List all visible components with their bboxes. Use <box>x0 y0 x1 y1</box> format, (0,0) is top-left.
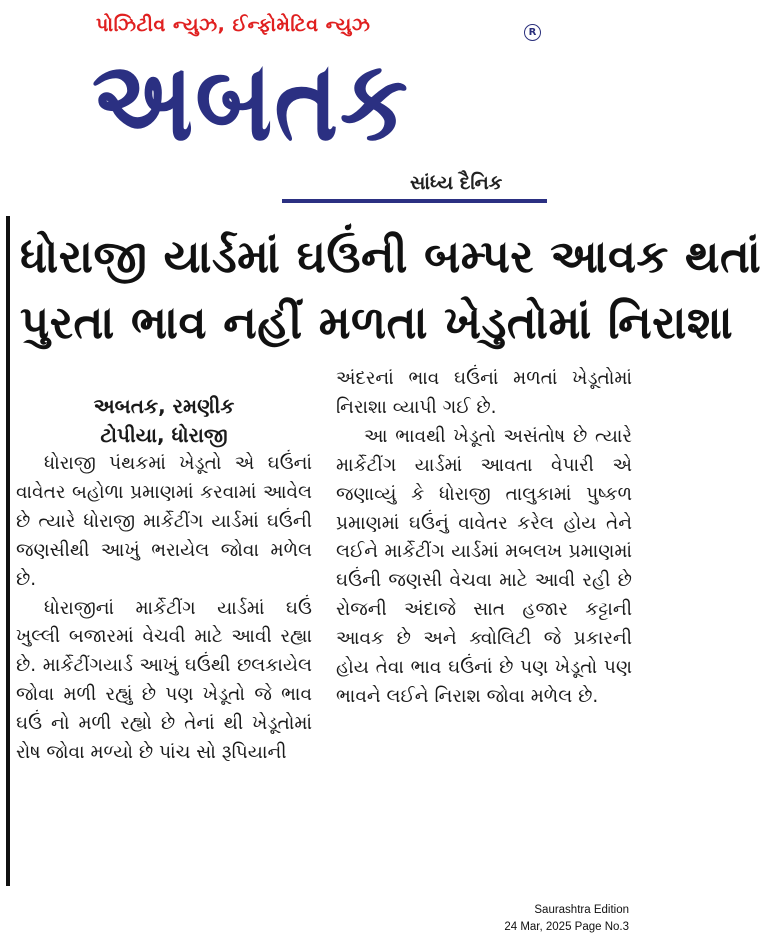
edition-type-label: સાંધ્ય દૈનિક <box>410 172 503 194</box>
article-paragraph: આ ભાવથી ખેડૂતો અસંતોષ છે ત્યારે માર્કેટીંગ યાર્ડમાં આવતા વેપારી એ જણાવ્યું કે ધોરાજી તાલુકામાં પુષ્કળ પ્રમાણમાં ઘઉંનું વાવેતર કરેલ હોય તેને લઈને માર્કેટીંગ યાર્ડમાં મબલખ પ્રમાણમાં ઘઉંની જણસી વેચવા માટે આવી રહી છે રોજની અંદાજે સાત હજાર કટ્ટાની આવક છે અને ક્વોલિટી જે પ્રકારની હોય તેવા ભાવ ઘઉંનાં છે પણ ખેડૂતો પણ ભાવને લઈને નિરાશ જોવા મળેલ છે. <box>336 425 632 707</box>
masthead-tagline: પોઝિટીવ ન્યુઝ, ઈન્ફોમેટિવ ન્યુઝ <box>96 14 371 36</box>
article-paragraph-continuation: અંદરનાં ભાવ ઘઉંનાં મળતાં ખેડૂતોમાં નિરાશા વ્યાપી ગઈ છે. <box>336 368 632 418</box>
byline-line-1: અબતક, રમણીક <box>93 394 235 418</box>
headline-line-2: પુરતા ભાવ નહીં મળતા ખેડુતોમાં નિરાશા <box>20 296 734 349</box>
article-left-rule <box>6 216 10 886</box>
masthead-divider <box>282 199 547 203</box>
page-footer <box>504 902 629 936</box>
article-paragraph: ધોરાજી પંથકમાં ખેડૂતો એ ઘઉંનાં વાવેતર બહોળા પ્રમાણમાં કરવામાં આવેલ છે ત્યારે ધોરાજી માર્કેટીંગ યાર્ડમાં ઘઉંની જણસીથી આખું ભરાયેલ જોવા મળેલ છે. <box>16 453 312 590</box>
article-paragraph: ધોરાજીનાં માર્કેટીંગ યાર્ડમાં ઘઉં ખુલ્લી બજારમાં વેચવી માટે આવી રહ્યા છે. માર્કેટીંગયાર્ડ આખું ઘઉંથી છલકાયેલ જોવા મળી રહ્યું છે પણ ખેડૂતો જે ભાવ ઘઉં નો મળી રહ્યો છે તેનાં થી ખેડૂતોમાં રોષ જોવા મળ્યો છે પાંચ સો રૂપિયાની <box>16 597 312 764</box>
footer-date-page: 24 Mar, 2025 Page No.3 <box>504 921 629 933</box>
article-column-left <box>16 392 312 768</box>
masthead <box>0 0 637 215</box>
article-headline <box>20 224 761 356</box>
footer-edition: Saurashtra Edition <box>534 904 629 916</box>
headline-line-1: ધોરાજી યાર્ડમાં ઘઉંની બમ્પર આવક થતાં <box>20 230 761 283</box>
registered-mark-icon: R <box>524 24 541 41</box>
byline-line-2: ટોપીયા, ધોરાજી <box>100 423 228 447</box>
article-column-right <box>336 365 632 712</box>
newspaper-logo: અબતક <box>92 36 410 166</box>
